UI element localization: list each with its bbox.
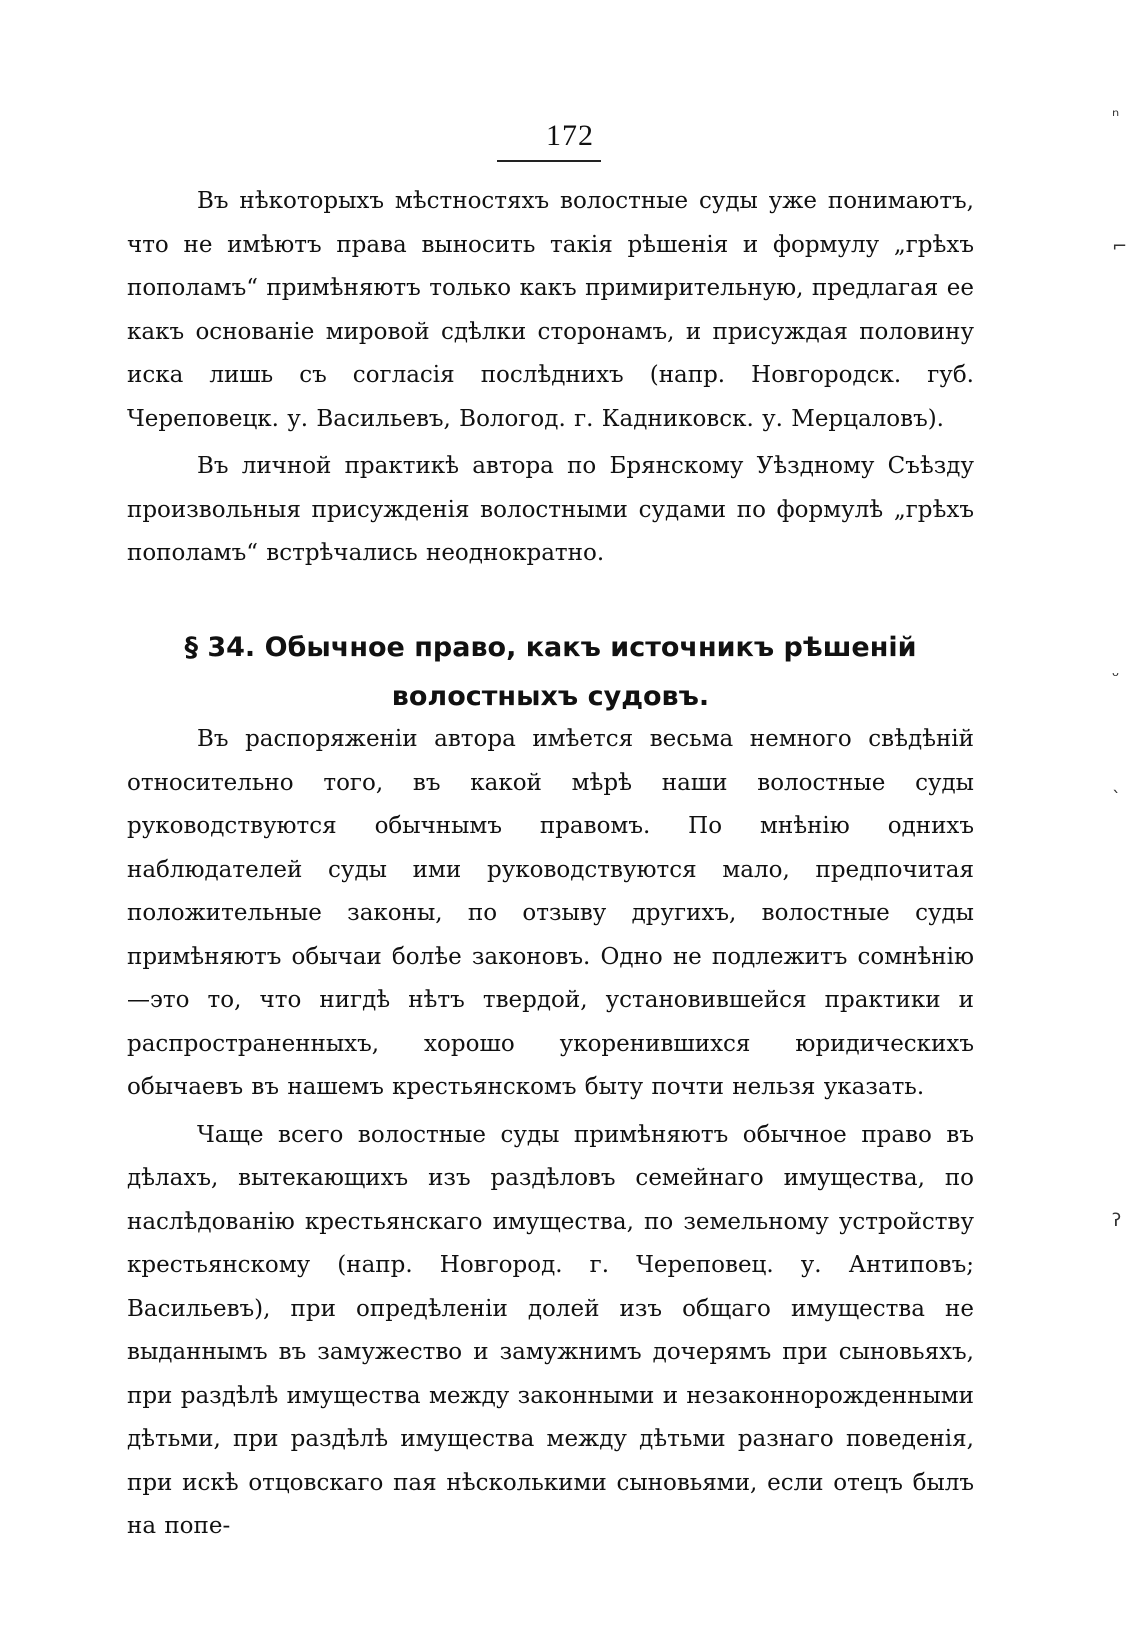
scan-mark: ` <box>1112 788 1121 809</box>
scan-mark: ⁿ <box>1112 106 1120 127</box>
paragraph-4: Чаще всего волостные суды примѣняютъ обычное право въ дѣлахъ, вытекающихъ изъ раздѣловъ семейнаго имущества, по наслѣдованію крестьянскаго имущества, по земельному устройству крестьянскому (напр. Новгород. г. Череповец. у. Антиповъ; Васильевъ), при опредѣленіи долей изъ общаго имущества не выданнымъ въ замужество и замужнимъ дочерямъ при сыновьяхъ, при раздѣлѣ имущества между законными и незаконнорожденными дѣтьми, при раздѣлѣ имущества между дѣтьми разнаго поведенія, при искѣ отцовскаго пая нѣсколькими сыновьями, если отецъ былъ на попе- <box>127 1121 974 1539</box>
text-block-top <box>127 180 974 576</box>
paragraph-3: Въ распоряженіи автора имѣется весьма немного свѣдѣній относительно того, въ какой мѣрѣ наши волостные суды руководствуются обычнымъ правомъ. По мнѣнію однихъ наблюдателей суды ими руководствуются мало, предпочитая положительные законы, по отзыву другихъ, волостные суды примѣняютъ обычаи болѣе законовъ. Одно не подлежитъ сомнѣнію—это то, что нигдѣ нѣтъ твердой, установившейся практики и распространенныхъ, хорошо укоренившихся юридическихъ обычаевъ въ нашемъ крестьянскомъ быту почти нельзя указать. <box>127 726 974 1100</box>
page-number-rule <box>497 160 601 162</box>
scan-mark: ⌐ <box>1112 236 1128 257</box>
paragraph-2: Въ личной практикѣ автора по Брянскому Уѣздному Съѣзду произвольныя присужденія волостными судами по формулѣ „грѣхъ пополамъ“ встрѣчались неоднократно. <box>127 453 974 566</box>
text-block-bottom <box>127 718 974 1549</box>
scan-mark: ᵕ <box>1112 666 1120 687</box>
scan-mark: ʔ <box>1112 1210 1122 1231</box>
page-number: 172 <box>546 119 594 152</box>
paragraph-1: Въ нѣкоторыхъ мѣстностяхъ волостные суды уже понимаютъ, что не имѣютъ права выносить такія рѣшенія и формулу „грѣхъ пополамъ“ примѣняютъ только какъ примирительную, предлагая ее какъ основаніе мировой сдѣлки сторонамъ, и присуждая половину иска лишь съ согласія послѣднихъ (напр. Новгородск. губ. Череповецк. у. Васильевъ, Вологод. г. Кадниковск. у. Мерцаловъ). <box>127 188 974 432</box>
section-heading: § 34. Обычное право, какъ источникъ рѣшеній волостныхъ судовъ. <box>184 632 917 712</box>
